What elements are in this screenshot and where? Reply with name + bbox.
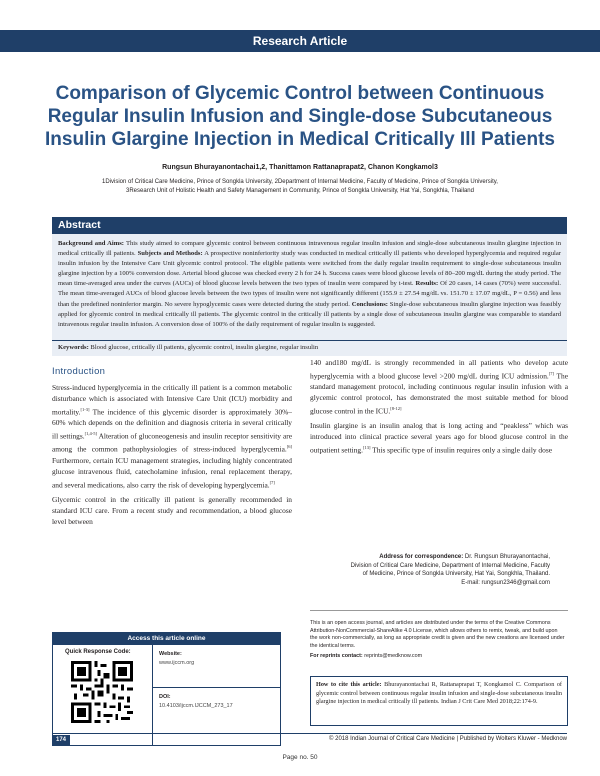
viewer-page-label: Page no. 50: [282, 754, 318, 761]
website-link[interactable]: www.ijccm.org: [159, 660, 195, 666]
reprints-label: For reprints contact:: [310, 653, 363, 660]
keywords-label: Keywords:: [58, 344, 89, 351]
abstract-methods-text: A prospective noninferiority study was conducted in medical critically ill patients who developed hyperglycemia and required regular insulin infusion by the Intensive Care Unit glycemic control protocol. The eligible patients were switched from the daily regular insulin requirement to single-dose subcutaneous insulin glargine injection by a 100% conversion dose. Arterial blood glucose was checked every 2 h for 24 h. Success cases were blood glucose levels of 80–200 mg/dL during the study period. The mean time-averaged area under the curves (AUCs) of blood glucose levels between the two types of insulin were compared by t-test.: [58, 250, 561, 288]
doi-label: DOI:: [159, 694, 171, 700]
intro-paragraph-3: 140 and180 mg/dL is strongly recommended in all patients who develop acute hyperglycemia with a blood glucose level >200 mg/dL during ICU admission.[7] The standard management protocol, including continuous regular insulin infusion with a glycemic control protocol, has demonstrated the most suitable method for blood glucose control in the ICU.[8-12]: [310, 358, 568, 416]
correspondence-line: of Medicine, Prince of Songkla University, Hat Yai, Songkhla, Thailand.: [362, 571, 550, 578]
correspondence-line: Division of Critical Care Medicine, Department of Internal Medicine, Faculty: [350, 562, 550, 569]
website-label: Website:: [159, 651, 182, 657]
affiliations: [40, 178, 560, 196]
doi-link[interactable]: 10.4103/ijccm.IJCCM_273_17: [159, 703, 233, 709]
abstract-heading: Abstract: [52, 217, 567, 234]
intro-paragraph-4: Insulin glargine is an insulin analog that is long acting and “peakless” which was introduced into clinical practice several years ago for blood glucose control in the outpatient setting.[13] This specific type of insulin requires only a single daily dose: [310, 421, 568, 455]
abstract-results-label: Results:: [415, 280, 439, 288]
abstract-bg-text: This study aimed to compare glycemic control between continuous intravenous regular insulin infusion and single-dose subcutaneous insulin glargine injection in medical critically ill patients.: [58, 240, 561, 258]
intro-paragraph-1: Stress-induced hyperglycemia in the critically ill patient is a common metabolic disturbance which is associated with Intensive Care Unit (ICU) morbidity and mortality.[1-3] The incidence of this glycemic disorder is approximately 30%–60% which depends on the definition and diagnosis criteria in several critically ill settings.[1,4-5] Alteration of gluconeogenesis and insulin receptor sensitivity are among the common pathophysiologies of stress-induced hyperglycemia.[6] Furthermore, certain ICU management strategies, including highly concentrated glucose intravenous fluid, catecholamine infusion, renal replacement therapy, and several medications, also carry the risk of developing hyperglycemia.[7]: [52, 382, 292, 490]
correspondence-email[interactable]: E-mail: rungsun2346@gmail.com: [461, 579, 550, 586]
divider: [310, 610, 568, 611]
article-type-banner: Research Article: [0, 30, 600, 52]
abstract-methods-label: Subjects and Methods:: [137, 250, 203, 258]
intro-heading: Introduction: [52, 366, 106, 377]
article-links: [153, 645, 280, 745]
left-column: [52, 367, 292, 532]
article-title: Comparison of Glycemic Control between Continuous Regular Insulin Infusion and Single-dose Subcutaneous Insulin Glargine Injection in Medical Critically Ill Patients: [45, 83, 555, 150]
license-text: This is an open access journal, and articles are distributed under the terms of the Creative Commons Attribution-NonCommercial-ShareAlike 4.0 License, which allows others to remix, tweak, and build upon the work non-commercially, as long as appropriate credit is given and the new creations are licensed under the identical terms.: [310, 620, 565, 649]
correspondence-label: Address for correspondence:: [379, 554, 464, 560]
footer-copyright: © 2018 Indian Journal of Critical Care Medicine | Published by Wolters Kluwer - Medknow: [329, 736, 567, 742]
abstract-conclusions-text: Single-dose subcutaneous insulin glargine injection was feasibly applied for glycemic control in medical critically ill patients. The glycemic control in the critically ill patients by a single dose of subcutaneous insulin glargine was comparable to standard intravenous regular insulin infusion. A conversion dose of 100% of the daily requirement of regular insulin is suggested.: [58, 300, 561, 328]
abstract-results-text: Of 20 cases, 14 cases (70%) were successful. The mean time-averaged AUCs of blood glucose levels between the two types of insulin were not significantly different (155.9 ± 27.54 mg/dL vs. 151.70 ± 17.07 mg/dL, P = 0.56) and less than the predefined noninferior margin. No severe hypoglycemic cases were detected during the study period.: [58, 280, 562, 308]
intro-paragraph-2: Glycemic control in the critically ill patient is generally recommended in standard ICU care. From a recent study and recommendation, a blood glucose level between: [52, 494, 292, 526]
affiliation-line: 1Division of Critical Care Medicine, Prince of Songkla University, 2Department of Internal Medicine, Faculty of Medicine, Prince of Songkla University,: [102, 179, 498, 185]
access-box-heading: Access this article online: [53, 633, 280, 645]
access-online-box: [52, 632, 281, 746]
how-to-cite-box: [310, 676, 568, 726]
authors: Rungsun Bhurayanontachai1,2, Thanittamon Rattanaprapat2, Chanon Kongkamol3: [162, 164, 438, 171]
cite-text: Bhurayanontachai R, Rattanaprapat T, Kongkamol C. Comparison of glycemic control between continuous regular insulin infusion and single-dose subcutaneous insulin glargine injection in medical critically ill patients. Indian J Crit Care Med 2018;22:174-9.: [316, 681, 562, 705]
correspondence-name: Dr. Rungsun Bhurayanontachai,: [463, 554, 550, 560]
qr-code-icon[interactable]: [71, 661, 133, 723]
cite-label: How to cite this article:: [316, 681, 382, 688]
affiliation-line: 3Research Unit of Holistic Health and Safety Management in Community, Prince of Songkla University, Hat Yai, Songkhla, Thailand: [126, 188, 474, 194]
qr-label: Quick Response Code:: [65, 649, 131, 655]
abstract-bg-label: Background and Aims:: [58, 240, 124, 247]
open-access-notice: [310, 620, 566, 664]
page-number-badge: 174: [52, 735, 70, 745]
keywords-text: Blood glucose, critically ill patients, glycemic control, insulin glargine, regular insulin: [88, 344, 319, 351]
abstract-body: [52, 234, 567, 340]
keywords: [52, 340, 567, 356]
abstract-conclusions-label: Conclusions:: [351, 300, 388, 308]
qr-section: [53, 645, 153, 745]
reprints-email[interactable]: reprints@medknow.com: [362, 653, 423, 660]
right-column: [310, 358, 568, 461]
footer-divider: [52, 733, 567, 734]
correspondence-address: [310, 553, 550, 587]
